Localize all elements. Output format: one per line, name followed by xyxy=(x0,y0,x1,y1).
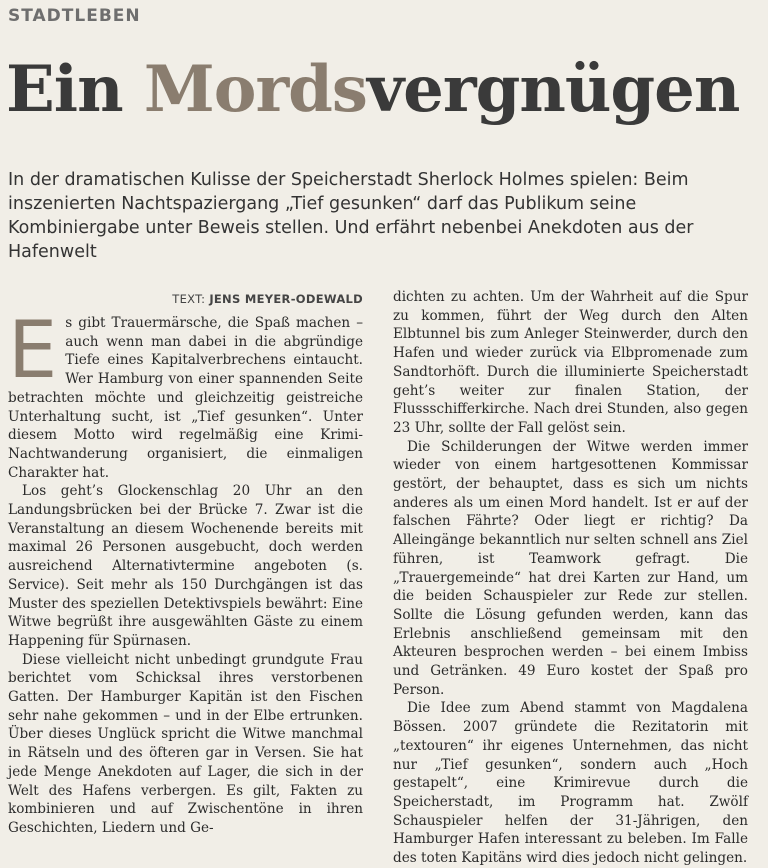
paragraph-2: Los geht’s Glockenschlag 20 Uhr an den Landungsbrücken bei der Brücke 7. Zwar ist die Veranstaltung an diesem Wochenende bereits mit maximal 26 Personen ausgebucht, doch werden ausreichend Alternativtermine angeboten (s. Service). Seit mehr als 150 Durchgängen ist das Muster des speziellen Detektivspiels bewährt: Eine Witwe begrüßt ihre ausgewählten Gäste zu einem Happening für Spürnasen. xyxy=(8,483,363,649)
headline-part-2: vergnügen xyxy=(366,52,740,127)
paragraph-5: Die Idee zum Abend stammt von Magdalena Bössen. 2007 gründete die Rezitatorin mit „textouren“ ihr eigenes Unternehmen, das nicht nur „Tief gesunken“, sondern auch „Hoch gestapelt“, eine Krimirevue durch die Speicherstadt, im Programm hat. Zwölf Schauspieler helfen der 31-Jährigen, den Hamburger Hafen interessant zu beleben. Im Falle des toten Kapitäns wird dies jedoch nicht gelingen. xyxy=(393,700,748,867)
headline-highlight: Mords xyxy=(143,52,367,127)
lead-paragraph: In der dramatischen Kulisse der Speicherstadt Sherlock Holmes spielen: Beim inszenierten Nachtspaziergang „Tief gesunken“ darf das Publikum seine Kombiniergabe unter Beweis stellen. Und erfährt nebenbei Anekdoten aus der Hafenwelt xyxy=(8,170,694,262)
section-label: STADTLEBEN xyxy=(8,6,141,26)
paragraph-1 xyxy=(8,306,363,482)
headline-part-1: Ein xyxy=(6,52,144,127)
paragraph-1-text: s gibt Trauermärsche, die Spaß machen – auch wenn man dabei in die abgründige Tiefe eines Kapitalverbrechens eintaucht. Wer Hamburg von einer spannenden Seite betrachten möchte und gleichzeitig geistreiche Unterhaltung sucht, ist „Tief gesunken“. Unter diesem Motto wird regelmäßig eine Krimi-Nachtwanderung organisiert, die einmaligen Charakter hat. xyxy=(8,315,363,481)
byline-prefix: TEXT: xyxy=(172,292,210,306)
article-column-left xyxy=(8,288,363,838)
paragraph-3-continued: dichten zu achten. Um der Wahrheit auf die Spur zu kommen, führt der Weg durch den Alten Elbtunnel bis zum Anleger Steinwerder, durch den Hafen und wieder zurück via Elbpromenade zum Sandtorhöft. Durch die illuminierte Speicherstadt geht’s weiter zur finalen Station, der Flussschifferkirche. Nach drei Stunden, also gegen 23 Uhr, sollte der Fall gelöst sein. xyxy=(393,289,748,436)
paragraph-3: Diese vielleicht nicht unbedingt grundgute Frau berichtet vom Schicksal ihres verstorbenen Gatten. Der Hamburger Kapitän ist den Fischen sehr nahe gekommen – und in der Elbe ertrunken. Über dieses Unglück spricht die Witwe manchmal in Rätseln und des öfteren gar in Versen. Sie hat jede Menge Anekdoten auf Lager, die sich in der Welt des Hafens verbergen. Es gilt, Fakten zu kombinieren und auf Zwischentöne in ihren Geschichten, Liedern und Ge- xyxy=(8,651,363,836)
article-column-right xyxy=(393,288,748,868)
headline xyxy=(6,42,739,138)
byline-author: JENS MEYER-ODEWALD xyxy=(209,292,363,306)
paragraph-4: Die Schilderungen der Witwe werden immer wieder von einem hartgesottenen Kommissar gestört, der behauptet, dass es sich um nichts anderes als um einen Mord handelt. Ist er auf der falschen Fährte? Oder liegt er richtig? Da Alleingänge bekanntlich nur selten schnell ans Ziel führen, ist Teamwork gefragt. Die „Trauergemeinde“ hat drei Karten zur Hand, um die beiden Schauspieler zur Rede zur stellen. Sollte die Lösung gefunden werden, kann das Erlebnis anschließend gemeinsam mit den Akteuren besprochen werden – bei einem Imbiss und Getränken. 49 Euro kostet der Spaß pro Person. xyxy=(393,438,748,698)
drop-cap: E xyxy=(8,306,58,396)
byline xyxy=(8,288,363,310)
